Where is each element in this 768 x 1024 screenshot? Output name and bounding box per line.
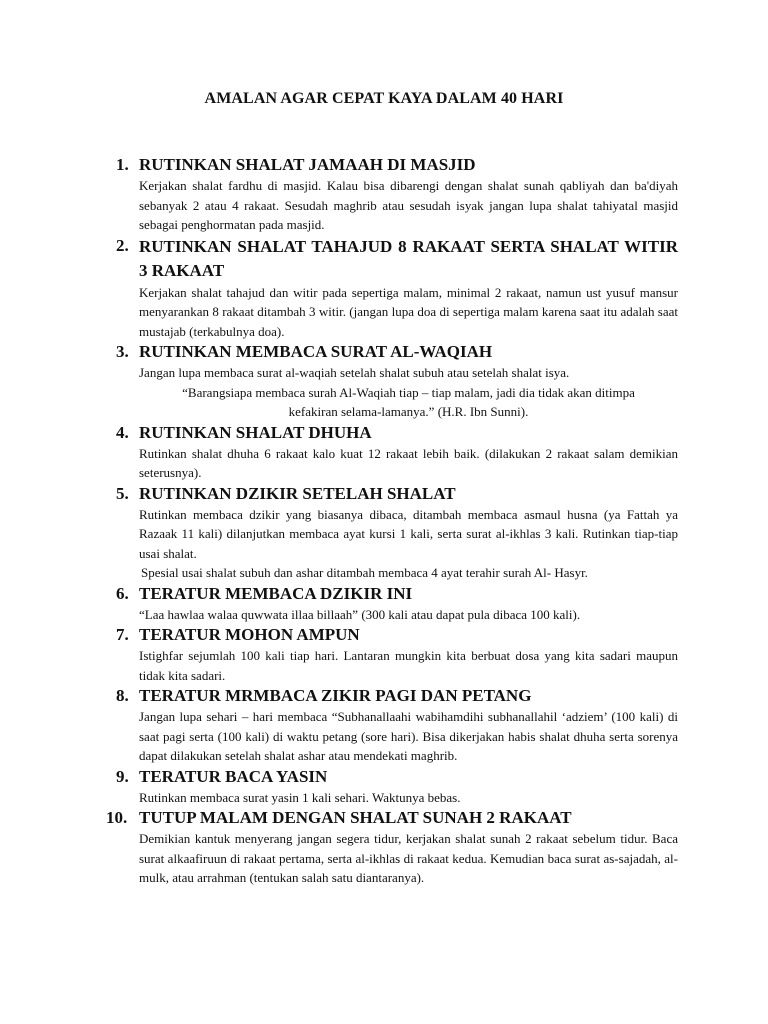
- item-heading: RUTINKAN SHALAT JAMAAH DI MASJID: [139, 155, 476, 174]
- item-number: 2.: [116, 235, 129, 255]
- item-text: Jangan lupa membaca surat al-waqiah setelah shalat subuh atau setelah shalat isya.: [139, 365, 570, 380]
- item-text: Jangan lupa sehari – hari membaca “Subhanallaahi wabihamdihi subhanallahil ‘adziem’ (100 kali) di saat pagi serta (100 kali) di waktu petang (sore hari). Bisa dikerjakan habis shalat dhuha serta sorenya dapat dilakukan setelah shalat ashar atau mendekati maghrib.: [139, 709, 678, 763]
- item-number: 5.: [116, 483, 129, 503]
- item-text: “Laa hawlaa walaa quwwata illaa billaah” (300 kali atau dapat pula dibaca 100 kali).: [139, 606, 581, 622]
- item-text: Istighfar sejumlah 100 kali tiap hari. Lantaran mungkin kita berbuat dosa yang kita sadari maupun tidak kita sadari.: [139, 648, 678, 683]
- item-text: Demikian kantuk menyerang jangan segera tidur, kerjakan shalat sunah 2 rakaat sebelum tidur. Baca surat alkaafiruun di rakaat pertama, serta al-ikhlas di rakaat kedua. Kemudian baca surat as-sajadah, al-mulk, atau arrahman (tentukan salah satu diantaranya).: [139, 831, 678, 885]
- item-text: Kerjakan shalat tahajud dan witir pada sepertiga malam, minimal 2 rakaat, namun ust yusuf mansur menyarankan 8 rakaat ditambah 3 witir. (jangan lupa doa di sepertiga malam karena saat itu adalah saat mustajab (terkabulnya doa).: [139, 284, 678, 339]
- item-number: 6.: [116, 583, 129, 603]
- item-heading: RUTINKAN MEMBACA SURAT AL-WAQIAH: [139, 342, 493, 361]
- item-text: Rutinkan shalat dhuha 6 rakaat kalo kuat 12 rakaat lebih baik. (dilakukan 2 rakaat salam demikian seterusnya).: [139, 445, 678, 480]
- item-number: 4.: [116, 422, 129, 442]
- item-text: Rutinkan membaca surat yasin 1 kali sehari. Waktunya bebas.: [139, 789, 461, 805]
- list-item: [106, 685, 678, 766]
- list-item: [106, 807, 678, 888]
- item-number: 3.: [116, 342, 129, 361]
- item-heading: TUTUP MALAM DENGAN SHALAT SUNAH 2 RAKAAT: [139, 808, 572, 827]
- list-item: [106, 235, 678, 342]
- item-heading: RUTINKAN SHALAT DHUHA: [139, 422, 372, 442]
- document-title: AMALAN AGAR CEPAT KAYA DALAM 40 HARI: [204, 90, 564, 107]
- list-item: [106, 624, 678, 685]
- hadith-quote: “Barangsiapa membaca surah Al-Waqiah tiap – tiap malam, jadi dia tidak akan ditimpa kefakiran selama-lamanya.” (H.R. Ibn Sunni).: [182, 384, 635, 419]
- item-number: 10.: [106, 808, 128, 827]
- item-heading: TERATUR MEMBACA DZIKIR INI: [139, 583, 413, 603]
- item-number: 1.: [116, 155, 129, 174]
- item-text: Rutinkan membaca dzikir yang biasanya dibaca, ditambah membaca asmaul husna (ya Fattah ya Razaak 11 kali) dilanjutkan membaca ayat kursi 1 kali, serta surat al-ikhlas 3 kali. Rutinkan tiap-tiap usai shalat.: [139, 506, 678, 561]
- item-number: 9.: [116, 766, 129, 786]
- amalan-list: [106, 154, 678, 888]
- list-item: [106, 766, 678, 808]
- item-text: Kerjakan shalat fardhu di masjid. Kalau bisa dibarengi dengan shalat sunah qabliyah dan ba'diyah sebanyak 2 atau 4 rakaat. Sesudah maghrib atau sesudah isyak jangan lupa shalat tahiyatal masjid sebagai penghormatan pada masjid.: [139, 178, 678, 232]
- item-heading: TERATUR MRMBACA ZIKIR PAGI DAN PETANG: [139, 686, 532, 705]
- item-heading: RUTINKAN DZIKIR SETELAH SHALAT: [139, 483, 456, 503]
- item-text-extra: Spesial usai shalat subuh dan ashar ditambah membaca 4 ayat terahir surah Al- Hasyr.: [141, 565, 588, 580]
- list-item: [106, 341, 678, 422]
- item-number: 7.: [116, 625, 129, 644]
- item-number: 8.: [116, 686, 129, 705]
- item-heading: TERATUR BACA YASIN: [139, 766, 328, 786]
- list-item: [106, 483, 678, 583]
- list-item: [106, 583, 678, 625]
- list-item: [106, 154, 678, 235]
- item-heading: RUTINKAN SHALAT TAHAJUD 8 RAKAAT SERTA SHALAT WITIR 3 RAKAAT: [139, 236, 678, 280]
- item-heading: TERATUR MOHON AMPUN: [139, 625, 360, 644]
- list-item: [106, 422, 678, 483]
